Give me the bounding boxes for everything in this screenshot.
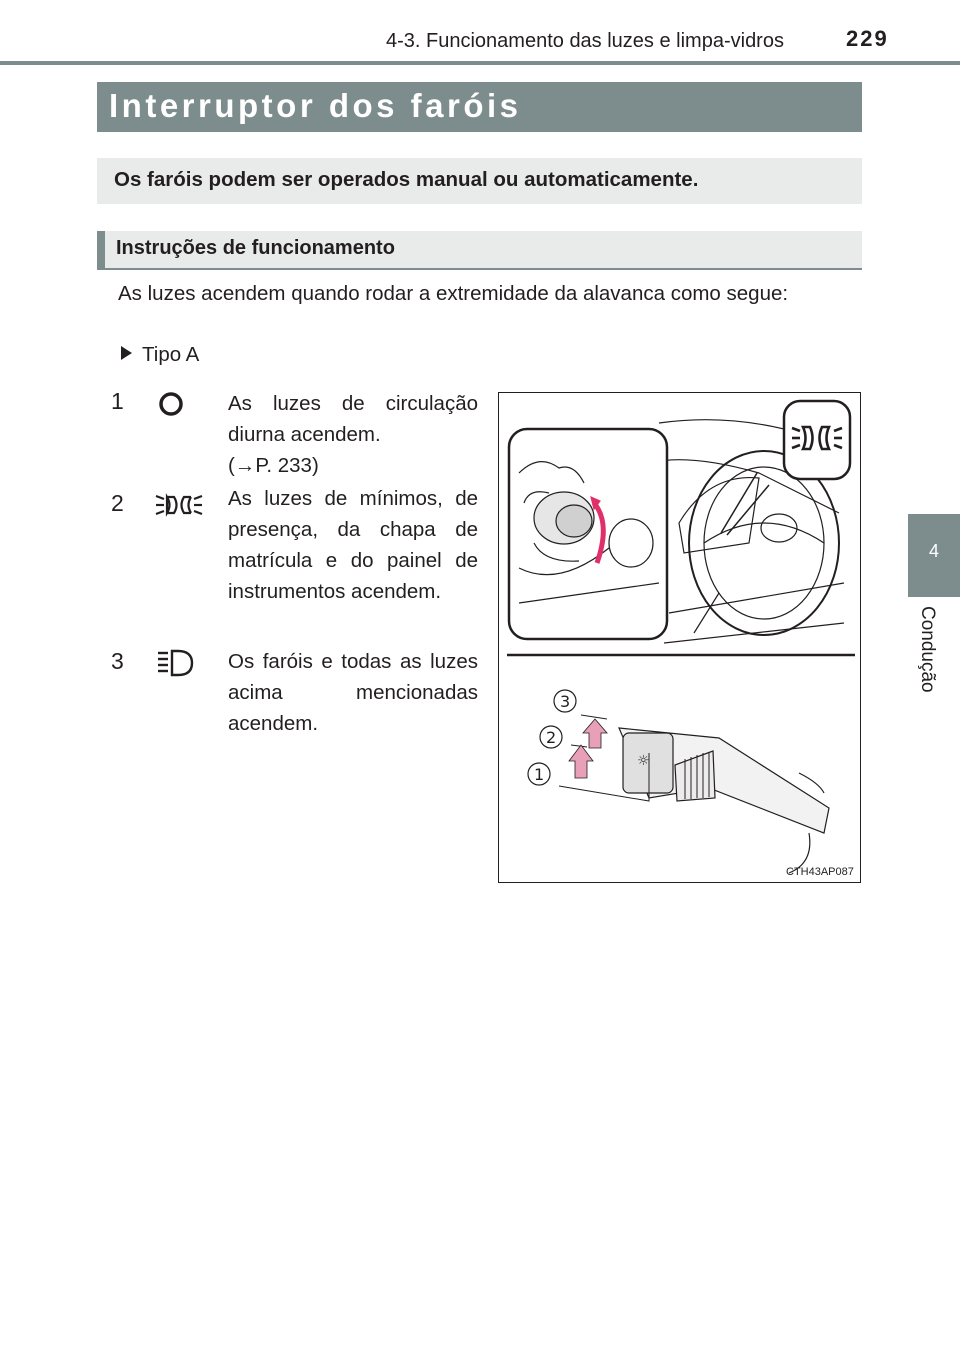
section-title: 4-3. Funcionamento das luzes e limpa-vidros: [386, 30, 784, 52]
body-paragraph: As luzes acendem quando rodar a extremidade da alavanca como segue:: [118, 282, 789, 305]
svg-text:☼: ☼: [637, 753, 650, 769]
type-label: Tipo A: [121, 343, 199, 367]
headlight-switch-illustration: [499, 393, 859, 881]
chapter-tab: 4: [908, 514, 960, 597]
list-item: Os faróis e todas as luzes acima mencionadas acendem.: [228, 650, 478, 735]
illustration-frame: [498, 392, 861, 883]
triangle-bullet-icon: [121, 346, 132, 360]
item-number: 3: [111, 648, 124, 674]
list-item: As luzes de mínimos, de presença, da chapa de matrícula e do painel de instrumentos acendem.: [228, 487, 478, 603]
callout-2: 2: [546, 728, 557, 747]
header-rule: [0, 61, 960, 65]
list-item: As luzes de circulação diurna acendem. (→P. 233): [228, 392, 478, 477]
headlights-icon: [154, 648, 198, 680]
subheading-accent: [97, 231, 105, 270]
page-number: 229: [846, 26, 889, 51]
page-title: Interruptor dos faróis: [109, 87, 522, 124]
callout-1: 1: [534, 765, 545, 784]
parking-lights-icon: [154, 490, 204, 520]
intro-text: Os faróis podem ser operados manual ou automaticamente.: [114, 168, 699, 191]
subheading-bar: [97, 231, 862, 270]
chapter-label: Condução: [917, 606, 938, 693]
drl-icon: [154, 390, 190, 420]
page-title-bar: [97, 82, 862, 132]
subheading: Instruções de funcionamento: [116, 237, 395, 259]
intro-box: [97, 158, 862, 204]
callout-3: 3: [560, 692, 571, 711]
item-number: 1: [111, 388, 124, 414]
item-number: 2: [111, 490, 124, 516]
figure-code: CTH43AP087: [786, 866, 854, 878]
